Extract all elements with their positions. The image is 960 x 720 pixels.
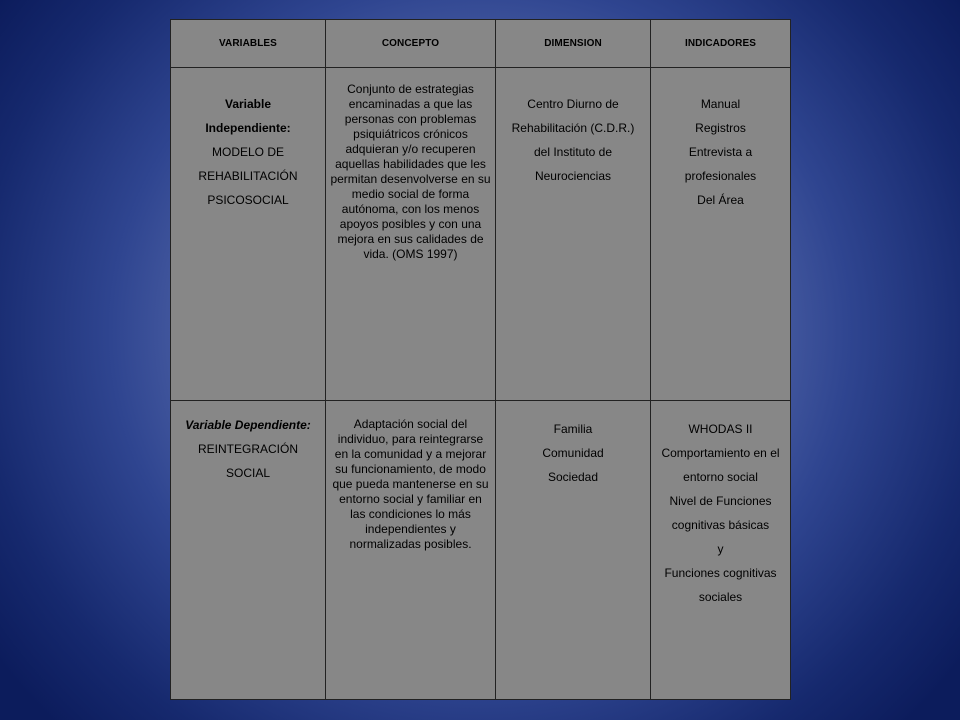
variables-table (170, 19, 791, 700)
header-variables: VARIABLES (171, 20, 326, 68)
indicador-line: Registros (695, 121, 746, 135)
variable-name: MODELO DE (211, 145, 284, 159)
dimension-line: Comunidad (542, 446, 604, 460)
cell-dimension (496, 401, 651, 700)
cell-indicadores (651, 401, 791, 700)
variable-label: Variable Dependiente: (185, 418, 311, 432)
indicador-line: Manual (700, 97, 741, 111)
indicador-line: cognitivas básicas (671, 518, 770, 532)
header-dimension: DIMENSION (496, 20, 651, 68)
table-row (171, 68, 791, 401)
variable-name: REHABILITACIÓN (198, 169, 298, 183)
concepto-text: Adaptación social del individuo, para reintegrarse en la comunidad y a mejorar su funcionamiento, de modo que pueda mantenerse en su entorno social y familiar en las condiciones lo más independientes y normalizadas posibles. (332, 417, 489, 551)
concepto-text: Conjunto de estrategias encaminadas a que las personas con problemas psiquiátricos crónicos adquieran y/o recuperen aquellas habilidades que les permitan desenvolverse en su medio social de forma autónoma, con los menos apoyos posibles y con una mejora en sus calidades de vida. (OMS 1997) (330, 82, 491, 261)
cell-concepto (326, 401, 496, 700)
indicador-line: sociales (698, 590, 743, 604)
cell-variable-dependiente (171, 401, 326, 700)
indicador-line: Del Área (697, 193, 744, 207)
dimension-line: Sociedad (547, 470, 599, 484)
dimension-line: Centro Diurno de (527, 97, 619, 111)
variable-name: REINTEGRACIÓN (197, 442, 298, 456)
cell-indicadores (651, 68, 791, 401)
variable-label: Variable (224, 97, 272, 111)
indicador-line: WHODAS II (688, 422, 753, 436)
variable-label: Independiente: (205, 121, 291, 135)
dimension-line: Rehabilitación (C.D.R.) (511, 121, 635, 135)
table-header-row (171, 20, 791, 68)
indicador-line: y (717, 542, 724, 556)
indicador-line: Entrevista a (688, 145, 753, 159)
indicador-line: Nivel de Funciones (669, 494, 772, 508)
header-indicadores: INDICADORES (651, 20, 791, 68)
indicador-line: entorno social (683, 470, 758, 484)
cell-dimension (496, 68, 651, 401)
variable-name: PSICOSOCIAL (207, 193, 289, 207)
dimension-line: Neurociencias (534, 169, 612, 183)
dimension-line: del Instituto de (533, 145, 613, 159)
cell-concepto (326, 68, 496, 401)
header-concepto: CONCEPTO (326, 20, 496, 68)
table-row (171, 401, 791, 700)
variable-name: SOCIAL (225, 466, 270, 480)
indicador-line: Comportamiento en el (661, 446, 780, 460)
indicador-line: profesionales (684, 169, 757, 183)
indicador-line: Funciones cognitivas (664, 566, 777, 580)
dimension-line: Familia (553, 422, 593, 436)
cell-variable-independiente (171, 68, 326, 401)
variables-table-container (170, 19, 790, 700)
